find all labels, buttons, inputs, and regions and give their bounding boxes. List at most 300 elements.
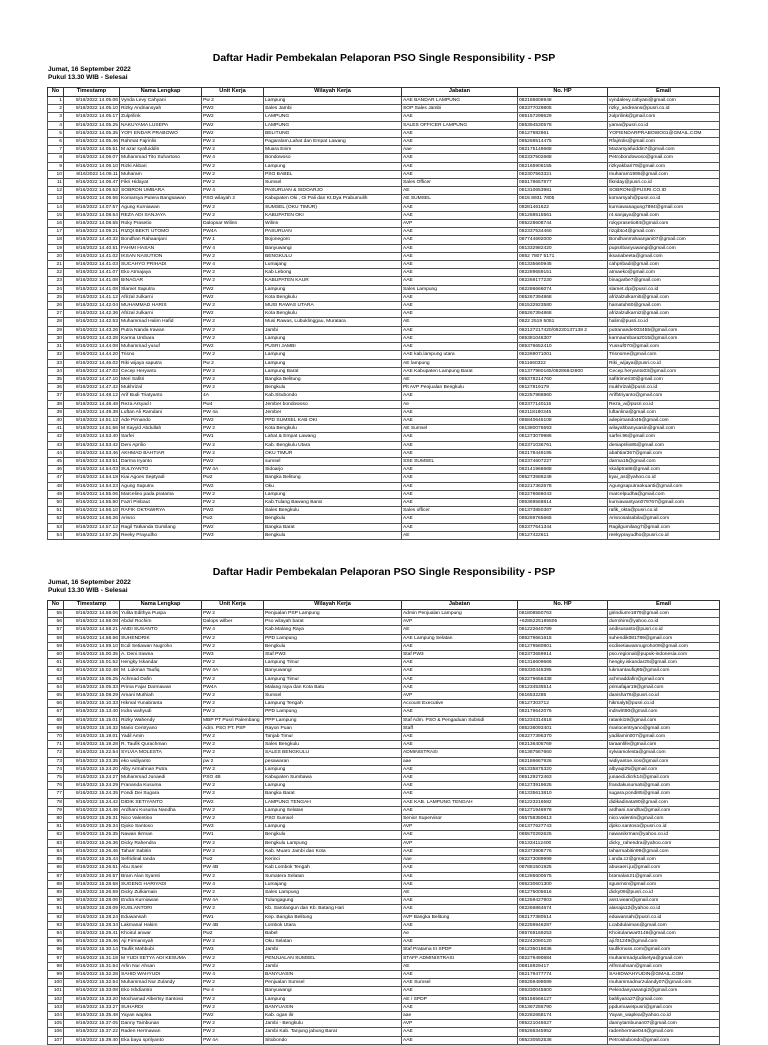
cell-phone: 085266345952 — [518, 1028, 608, 1036]
cell-region: Lampung — [264, 359, 402, 367]
cell-no: 21 — [48, 261, 64, 269]
table-row — [48, 913, 720, 921]
cell-name: Rahmat Fajrinlis — [120, 138, 202, 146]
cell-timestamp: 9/16/2022 15.08.29 — [64, 692, 120, 700]
cell-region: SUMSEL (OKU TIMUR) — [264, 203, 402, 211]
cell-email: rizky_andreans@pusri.co.id — [608, 105, 720, 113]
cell-position: AAE — [402, 154, 518, 162]
cell-name: Trisno — [120, 351, 202, 359]
cell-region: Lombok Utara — [264, 921, 402, 929]
cell-phone: 085394530578 — [518, 121, 608, 129]
cell-phone: 081235018636 — [518, 946, 608, 954]
cell-no: 100 — [48, 979, 64, 987]
cell-position: AAE — [402, 416, 518, 424]
cell-unit: Pw2 — [202, 515, 264, 523]
table-row — [48, 261, 720, 269]
cell-no: 4 — [48, 121, 64, 129]
cell-no: 70 — [48, 733, 64, 741]
cell-region: PSO BABEL — [264, 170, 402, 178]
cell-position: AVP — [402, 618, 518, 626]
cell-name: Rizky Andriansyah — [120, 105, 202, 113]
cell-timestamp: 9/16/2022 14.44.20 — [64, 351, 120, 359]
cell-no: 28 — [48, 318, 64, 326]
cell-position: AAE — [402, 790, 518, 798]
page-two — [0, 512, 768, 1043]
cell-unit: PW 2 — [202, 138, 264, 146]
cell-no: 35 — [48, 375, 64, 383]
table-row — [48, 408, 720, 416]
cell-unit: PW 2 — [202, 839, 264, 847]
document-title-2: Daftar Hadir Pembekalan Pelaporan PSO Single Responsibility - PSP — [212, 566, 556, 578]
cell-unit: PW 2 — [202, 675, 264, 683]
cell-no: 103 — [48, 1003, 64, 1011]
cell-timestamp: 9/16/2022 14.05.10 — [64, 105, 120, 113]
cell-no: 78 — [48, 798, 64, 806]
cell-phone: 082289659151 — [518, 269, 608, 277]
cell-phone: 082273089999 — [518, 856, 608, 864]
table-row — [48, 683, 720, 691]
cell-region: KABUPATEN KAUR — [264, 277, 402, 285]
cell-unit: Pw2 — [202, 474, 264, 482]
cell-phone: 085230552536 — [518, 1036, 608, 1044]
cell-position: AAE — [402, 466, 518, 474]
cell-region: Lampung — [264, 490, 402, 498]
cell-region: Bengkulu — [264, 642, 402, 650]
cell-position: Senior Supervisor — [402, 815, 518, 823]
cell-phone: 085279661615 — [518, 634, 608, 642]
cell-unit: Adm. PSO PT. PSP — [202, 724, 264, 732]
cell-timestamp: 9/16/2022 14.56.26 — [64, 515, 120, 523]
cell-position: AAE — [402, 774, 518, 782]
cell-unit: PSO 4B — [202, 774, 264, 782]
cell-timestamp: 9/16/2022 15.02.48 — [64, 667, 120, 675]
cell-timestamp: 9/16/2022 14.41.03 — [64, 261, 120, 269]
col-header-no: No — [48, 88, 64, 97]
cell-phone: 08281461622 — [518, 203, 608, 211]
cell-name: Muhammad yusuf — [120, 343, 202, 351]
cell-phone: 082371036761 — [518, 441, 608, 449]
cell-region: Sumsel — [264, 692, 402, 700]
cell-phone: 081234314818 — [518, 716, 608, 724]
cell-timestamp: 9/16/2022 15.28.58 — [64, 880, 120, 888]
cell-position: AE — [402, 375, 518, 383]
cell-unit: PW 4 — [202, 261, 264, 269]
cell-region: PPD SUMSEL KAB OKI — [264, 416, 402, 424]
cell-name: Khoirul anwar — [120, 929, 202, 937]
cell-name: Yadil Amin — [120, 733, 202, 741]
cell-position: AAE — [402, 433, 518, 441]
cell-name: KUSLANTORI — [120, 905, 202, 913]
cell-timestamp: 9/16/2022 15.23.35 — [64, 757, 120, 765]
cell-name: Luftan Ali Ramdani — [120, 408, 202, 416]
cell-region: Oku Selatan — [264, 938, 402, 946]
cell-timestamp: 9/16/2022 15.31.18 — [64, 954, 120, 962]
table-row — [48, 995, 720, 1003]
cell-timestamp: 9/16/2022 14.47.42 — [64, 384, 120, 392]
cell-phone: 081285600675 — [518, 872, 608, 880]
cell-phone: 081223216582 — [518, 798, 608, 806]
cell-position: AAE — [402, 1028, 518, 1036]
cell-unit: PW 2 — [202, 498, 264, 506]
cell-name: Kiai Agoes Septyadi — [120, 474, 202, 482]
cell-email: kurniawanagung7894@gmail.com — [608, 203, 720, 211]
cell-timestamp: 9/16/2022 15.33.20 — [64, 995, 120, 1003]
cell-region: Kab.Tulang Bawang Barat — [264, 498, 402, 506]
cell-email: albyaqi25@gmail.com — [608, 765, 720, 773]
cell-phone: 082277396370 — [518, 733, 608, 741]
table-row — [48, 1036, 720, 1044]
cell-phone: 082186667926 — [518, 757, 608, 765]
cell-timestamp: 9/16/2022 14.47.02 — [64, 367, 120, 375]
cell-email: taraanlife@gmail.com — [608, 741, 720, 749]
table-row — [48, 466, 720, 474]
cell-timestamp: 9/16/2022 15.32.54 — [64, 979, 120, 987]
cell-unit: PW1 — [202, 831, 264, 839]
cell-position: AE — [402, 187, 518, 195]
cell-email: rizqibto4@gmail.com — [608, 228, 720, 236]
cell-unit: PW 2 — [202, 642, 264, 650]
cell-position: AAE — [402, 474, 518, 482]
cell-phone: 082217362678 — [518, 482, 608, 490]
table-row — [48, 987, 720, 995]
cell-position: AAE — [402, 252, 518, 260]
cell-unit: PW2 — [202, 293, 264, 301]
cell-unit: PW 2 — [202, 170, 264, 178]
cell-name: Taharr Sabitin — [120, 847, 202, 855]
cell-name: Deni Aprilio — [120, 441, 202, 449]
cell-timestamp: 9/16/2022 14.42.53 — [64, 318, 120, 326]
table-row — [48, 318, 720, 326]
cell-name: Vynda Levy Cahyani — [120, 97, 202, 105]
table-row — [48, 293, 720, 301]
cell-position: AAE — [402, 806, 518, 814]
cell-phone: 082269071001 — [518, 351, 608, 359]
cell-phone: 085230601300 — [518, 880, 608, 888]
cell-no: 34 — [48, 367, 64, 375]
cell-phone: 082118180345 — [518, 408, 608, 416]
cell-unit: PW 4A — [202, 1036, 264, 1044]
cell-region: LAMPUNG TENGAH — [264, 798, 402, 806]
cell-name: SUGENG HARIYADI — [120, 880, 202, 888]
attendance-table-1 — [47, 87, 720, 540]
cell-position: AAE — [402, 310, 518, 318]
cell-name: Putra Nanda Irawan — [120, 326, 202, 334]
event-time-2: Pukul 13.30 WIB - Selesai — [48, 587, 128, 594]
cell-region: BENGKULU — [264, 252, 402, 260]
cell-email: Reza_a@pusri.co.id — [608, 400, 720, 408]
table-row — [48, 724, 720, 732]
cell-no: 82 — [48, 831, 64, 839]
cell-phone: 0815 8931 7805 — [518, 195, 608, 203]
table-row — [48, 121, 720, 129]
cell-position: AAE — [402, 203, 518, 211]
cell-unit: PW 2 — [202, 490, 264, 498]
cell-timestamp: 9/16/2022 14.05.51 — [64, 146, 120, 154]
cell-region: OKU TIMUR — [264, 449, 402, 457]
cell-region: Sumsel — [264, 179, 402, 187]
cell-unit: PW3 — [202, 823, 264, 831]
cell-unit: PW2 — [202, 343, 264, 351]
cell-name: Fikri Hidayat — [120, 179, 202, 187]
cell-no: 105 — [48, 1020, 64, 1028]
cell-name: Ade Pirnando — [120, 416, 202, 424]
cell-position: AAE — [402, 113, 518, 121]
cell-region: Tulungagung — [264, 897, 402, 905]
cell-region: Kab Lombok Tengah — [264, 864, 402, 872]
cell-phone: 082175149668 — [518, 146, 608, 154]
cell-phone: 082136405769 — [518, 741, 608, 749]
cell-email: Petrobondowoso@gmail.com — [608, 154, 720, 162]
cell-no: 58 — [48, 634, 64, 642]
cell-phone: 081310653981 — [518, 187, 608, 195]
cell-timestamp: 9/16/2022 15.28.06 — [64, 897, 120, 905]
table-row — [48, 146, 720, 154]
col-header-phone: No. HP — [518, 601, 608, 610]
cell-name: Raden Hermawan — [120, 1028, 202, 1036]
cell-email: cahpribadi@gmail.com — [608, 261, 720, 269]
table-row — [48, 905, 720, 913]
cell-unit: PW 2 — [202, 938, 264, 946]
cell-no: 102 — [48, 995, 64, 1003]
cell-position: AE SUMSEL — [402, 195, 518, 203]
table-row — [48, 642, 720, 650]
cell-timestamp: 9/16/2022 15.24.35 — [64, 790, 120, 798]
cell-email: marcelpudha@gmail.com — [608, 490, 720, 498]
cell-timestamp: 9/16/2022 15.28.24 — [64, 913, 120, 921]
cell-position: AAE — [402, 441, 518, 449]
table-row — [48, 97, 720, 105]
cell-phone: 081377627743 — [518, 823, 608, 831]
cell-unit: PW 4A — [202, 897, 264, 905]
cell-unit: Pw2 — [202, 856, 264, 864]
cell-name: Komarsya Putera Bangsawan — [120, 195, 202, 203]
cell-email: SAHIDWAHYUDIN@GMAIL.COM — [608, 970, 720, 978]
col-header-timestamp: Timestamp — [64, 601, 120, 610]
cell-region: Pagaralam,Lahat dan Empat Lawang — [264, 138, 402, 146]
cell-unit: PW2 — [202, 507, 264, 515]
cell-email: andisusanto@pusri.co.id — [608, 626, 720, 634]
cell-unit: PW1 — [202, 913, 264, 921]
cell-timestamp: 9/16/2022 15.26.36 — [64, 839, 120, 847]
cell-name: Agung Kurniawan — [120, 203, 202, 211]
cell-region: Lampung — [264, 285, 402, 293]
cell-timestamp: 9/16/2022 15.37.05 — [64, 1020, 120, 1028]
cell-timestamp: 9/16/2022 15.22.54 — [64, 749, 120, 757]
cell-no: 93 — [48, 921, 64, 929]
cell-unit: PW 2 — [202, 888, 264, 896]
cell-position: Ae — [402, 929, 518, 937]
cell-email: ratanki19@gmail.com — [608, 716, 720, 724]
cell-region: Musi Rawas, Lubuklinggau, Muratara — [264, 318, 402, 326]
cell-timestamp: 9/16/2022 14.59.10 — [64, 642, 120, 650]
cell-region: PPD Lampung — [264, 634, 402, 642]
cell-unit: PW 2 — [202, 302, 264, 310]
cell-timestamp: 9/16/2022 14.53.51 — [64, 457, 120, 465]
cell-region: KABUPATEN OKI — [264, 211, 402, 219]
cell-no: 44 — [48, 449, 64, 457]
cell-region: Babel — [264, 929, 402, 937]
cell-name: REZA ADI SANJAYA — [120, 211, 202, 219]
cell-region: Penjualan Sumsel — [264, 979, 402, 987]
cell-timestamp: 9/16/2022 15.28.09 — [64, 905, 120, 913]
cell-position: STAFF ADMINISTRASI — [402, 954, 518, 962]
cell-name: MUHAMMAD HARIS — [120, 302, 202, 310]
col-header-email: Email — [608, 88, 720, 97]
table-row — [48, 154, 720, 162]
cell-region: Bengkulu — [264, 384, 402, 392]
table-row — [48, 659, 720, 667]
cell-region: PPP Lampung — [264, 716, 402, 724]
cell-email: komarsyah@pusri.co.id — [608, 195, 720, 203]
cell-position: AAE — [402, 170, 518, 178]
cell-timestamp: 9/16/2022 15.39.40 — [64, 1036, 120, 1044]
cell-region: BANYUASIN — [264, 970, 402, 978]
cell-no: 85 — [48, 856, 64, 864]
cell-region: Jambi - Bengkulu — [264, 1020, 402, 1028]
cell-phone: 085330445395 — [518, 667, 608, 675]
cell-no: 62 — [48, 667, 64, 675]
cell-name: Roky Prasetio — [120, 220, 202, 228]
cell-email: darma15@gmail.com — [608, 457, 720, 465]
cell-region: Jambi Kab. Tanjung jabung Barat — [264, 1028, 402, 1036]
cell-name: Fazri Pinbaut — [120, 498, 202, 506]
cell-email: rafik_okta@pusri.co.id — [608, 507, 720, 515]
table-row — [48, 618, 720, 626]
cell-phone: 085221046527 — [518, 1020, 608, 1028]
cell-unit: PW 1 — [202, 236, 264, 244]
table-row — [48, 105, 720, 113]
cell-region: Banyuwangi — [264, 987, 402, 995]
cell-no: 83 — [48, 839, 64, 847]
cell-no: 95 — [48, 938, 64, 946]
cell-timestamp: 9/16/2022 14.06.47 — [64, 179, 120, 187]
cell-timestamp: 9/16/2022 14.06.10 — [64, 162, 120, 170]
table-row — [48, 675, 720, 683]
cell-no: 60 — [48, 651, 64, 659]
cell-unit: PW 2 — [202, 733, 264, 741]
cell-phone: 082242090120 — [518, 938, 608, 946]
cell-timestamp: 9/16/2022 14.08.54 — [64, 211, 120, 219]
cell-timestamp: 9/16/2022 15.13.40 — [64, 708, 120, 716]
cell-region: Lampung Selatan — [264, 806, 402, 814]
cell-timestamp: 9/16/2022 14.07.57 — [64, 203, 120, 211]
cell-region: Situbondo — [264, 1036, 402, 1044]
cell-timestamp: 9/16/2022 14.46.02 — [64, 359, 120, 367]
cell-email: deniaprilio85@gmail.com — [608, 441, 720, 449]
cell-region: sumsel — [264, 457, 402, 465]
cell-no: 56 — [48, 618, 64, 626]
cell-position: Plt AVP Penjualan Bengkulu — [402, 384, 518, 392]
table-row — [48, 367, 720, 375]
cell-position: AAE Sumsel — [402, 979, 518, 987]
cell-name: Hengky Iskandar — [120, 659, 202, 667]
cell-no: 45 — [48, 457, 64, 465]
cell-unit: PW 2 — [202, 806, 264, 814]
col-header-unit: Unit Kerja — [202, 88, 264, 97]
cell-timestamp: 9/16/2022 15.25.35 — [64, 831, 120, 839]
cell-email: achmaddafin@gmail.com — [608, 675, 720, 683]
cell-no: 9 — [48, 162, 64, 170]
cell-no: 59 — [48, 642, 64, 650]
cell-no: 37 — [48, 392, 64, 400]
table-row — [48, 228, 720, 236]
cell-phone: 085129272463 — [518, 774, 608, 782]
cell-timestamp: 9/16/2022 14.57.25 — [64, 531, 120, 539]
cell-position: AAE kab.lampung utara — [402, 351, 518, 359]
cell-unit: PW 4B — [202, 921, 264, 929]
cell-position: Sales Officer — [402, 179, 518, 187]
table-row — [48, 310, 720, 318]
cell-unit: PW2 — [202, 129, 264, 137]
cell-position: AAE — [402, 498, 518, 506]
cell-no: 47 — [48, 474, 64, 482]
cell-unit: PW 2 — [202, 1020, 264, 1028]
cell-name: Eko Atmajaya — [120, 269, 202, 277]
cell-email: Khoirulanwar0146@gmail.com — [608, 929, 720, 937]
table-row — [48, 700, 720, 708]
cell-unit: Pw4 — [202, 400, 264, 408]
cell-region: BANYUASIN — [264, 1003, 402, 1011]
cell-unit: PW2 — [202, 1011, 264, 1019]
cell-phone: 081271946978 — [518, 806, 608, 814]
cell-region: PASURUAN & SIDOARJO — [264, 187, 402, 195]
table-header — [48, 88, 720, 97]
cell-phone: 081316609666 — [518, 659, 608, 667]
cell-phone: 0852 7807 5171 — [518, 252, 608, 260]
cell-unit: PW 4 — [202, 626, 264, 634]
cell-region: Wilinn — [264, 220, 402, 228]
table-row — [48, 187, 720, 195]
cell-timestamp: 9/16/2022 15.26.46 — [64, 847, 120, 855]
cell-timestamp: 9/16/2022 14.54.03 — [64, 466, 120, 474]
cell-no: 25 — [48, 293, 64, 301]
cell-phone: 081367255790 — [518, 1003, 608, 1011]
cell-unit: PW 2 — [202, 962, 264, 970]
cell-position: AVP — [402, 1020, 518, 1028]
cell-name: SUHENDRIK — [120, 634, 202, 642]
cell-name: DIDIK SETIYANTO — [120, 798, 202, 806]
cell-no: 8 — [48, 154, 64, 162]
cell-name: Mukhrizal — [120, 384, 202, 392]
cell-position: Admin Penjualan Lampung — [402, 610, 518, 618]
cell-timestamp: 9/16/2022 14.06.52 — [64, 187, 120, 195]
cell-timestamp: 9/16/2022 15.24.27 — [64, 774, 120, 782]
cell-name: SUHARDI — [120, 1003, 202, 1011]
cell-unit: PW 2 — [202, 179, 264, 187]
cell-no: 90 — [48, 897, 64, 905]
cell-email: ppdumuwetpusri@gmail.com — [608, 1003, 720, 1011]
cell-region: BELITUNG — [264, 129, 402, 137]
cell-email: reekyprayudho@pusri.co.id — [608, 531, 720, 539]
cell-phone: 0822 2519 5051 — [518, 318, 608, 326]
cell-name: Arif Budi Triatyanto — [120, 392, 202, 400]
cell-timestamp: 9/16/2022 14.40.51 — [64, 244, 120, 252]
cell-name: Dicky Rahendra — [120, 839, 202, 847]
cell-position: AAE — [402, 162, 518, 170]
cell-name: Nico Valentino — [120, 815, 202, 823]
table-row — [48, 375, 720, 383]
cell-email: primafajar19@gmail.com — [608, 683, 720, 691]
cell-phone: 082307563321 — [518, 170, 608, 178]
cell-email: muharam1995@gmail.com — [608, 170, 720, 178]
cell-name: Meri Safitri — [120, 375, 202, 383]
cell-phone: 08127982861 — [518, 129, 608, 137]
cell-unit: PW 2 — [202, 872, 264, 880]
cell-email: fikriday@pusri.co.id — [608, 179, 720, 187]
cell-region: Lampung Tengah — [264, 700, 402, 708]
table-row — [48, 326, 720, 334]
cell-unit: Dalopsar Wilinn — [202, 220, 264, 228]
